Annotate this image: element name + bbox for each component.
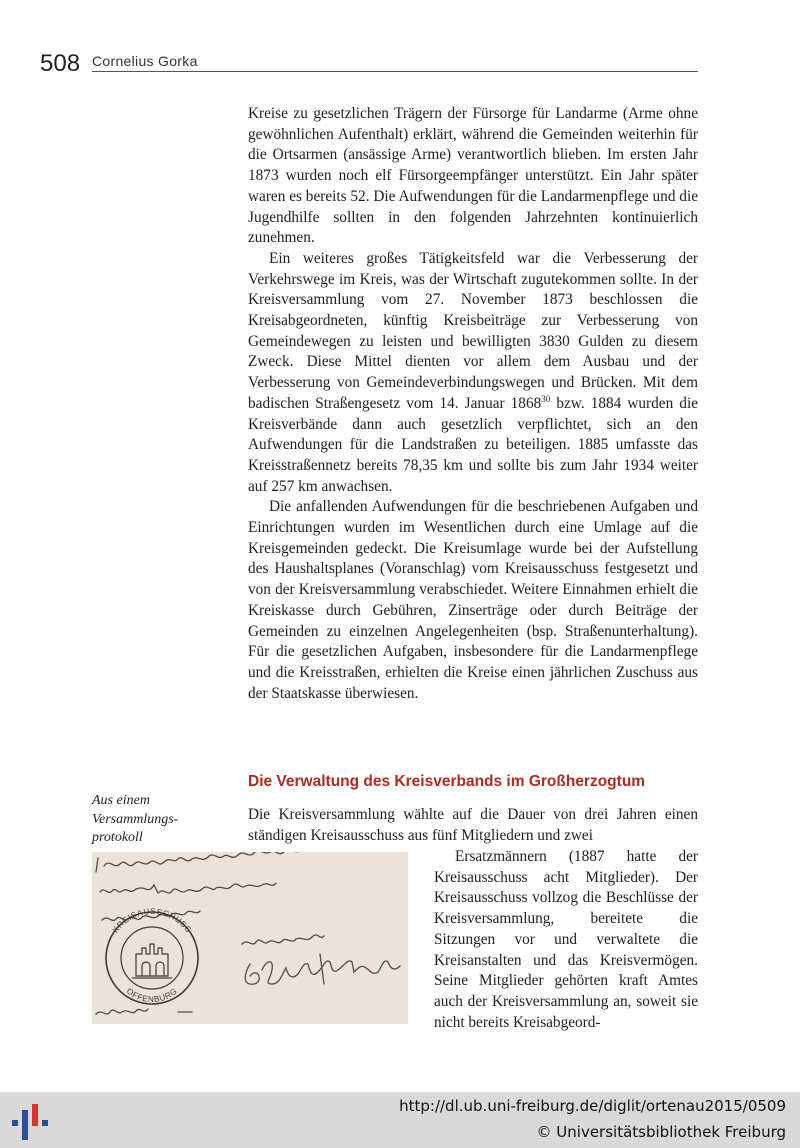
protocol-image [92,852,408,1024]
page-number: 508 [40,50,81,77]
seal-text-top: KREISAUSSCHUSS [110,906,194,935]
paragraph-4-full-width: Die Kreisversammlung wählte auf die Dauer von drei Jahren einen ständigen Kreisausschuss aus fünf Mitgliedern und zwei [248,806,698,844]
section-heading: Die Verwaltung des Kreisverbands im Großherzogtum [248,773,646,790]
paragraph-4-beside-figure: Ersatzmännern (1887 hatte der Kreisausschuss acht Mitglieder). Der Kreisausschuss vollzog die Beschlüsse der Kreisversammlung, bereitete die Sitzungen vor und verwaltete die Kreisanstalten und das Kreisvermögen. Seine Mitglieder gehörten kraft Amtes auch der Kreisversammlung an, soweit sie nicht bereits Kreisabgeord- [434,848,698,1031]
library-logo-icon [8,1100,52,1144]
paragraph-2 [248,249,698,497]
paragraph-3: Die anfallenden Aufwendungen für die beschriebenen Aufgaben und Einrichtungen wurden im Wesentlichen durch eine Umlage auf die Kreisgemeinden gedeckt. Die Kreisumlage wurde bei der Aufstellung des Haushaltsplanes (Voranschlag) vom Kreisausschuss festgesetzt und von der Kreisversammlung verabschiedet. Weitere Einnahmen erhielt die Kreiskasse durch Gebühren, Zinserträge oder durch Beiträge der Gemeinden zu einzelnen Angelegenheiten (bsp. Straßenunterhaltung). Für die gesetzlichen Aufgaben, insbesondere für die Landarmenpflege und die Kreisstraßen, erhielten die Kreise einen jährlichen Zuschuss aus der Staatskasse überwiesen. [248,498,698,702]
footnote-ref-30[interactable]: 30 [541,393,551,404]
paragraph-2-text-a: Ein weiteres großes Tätigkeitsfeld war die Verbesserung der Verkehrswege im Kreis, was der Wirtschaft zugutekommen sollte. In der Kreisversammlung vom 27. November 1873 beschlossen die Kreisabgeordneten, künftig Kreisbeiträge zur Verbesserung von Gemeindewegen zu leisten und bewilligten 3830 Gulden zu diesem Zweck. Diese Mittel dienten vor allem dem Ausbau und der Verbesserung von Gemeindeverbindungswegen und Brücken. Mit dem badischen Straßengesetz vom 14. Januar 1868 [248,249,698,412]
running-title: Cornelius Gorka [92,53,198,69]
header-rule [92,71,698,72]
figure-caption: Aus einem Versammlungs-protokoll [92,793,179,845]
footer-copyright: © Universitätsbibliothek Freiburg [536,1123,786,1141]
paragraph-2-text-b: bzw. 1884 wurden die Kreisverbände dann auch gesetzlich verpflichtet, sich an den Aufwendungen für die Landstraßen zu beteiligen. 1885 umfasste das Kreisstraßennetz bereits 78,35 km und sollte bis zum Jahr 1934 weiter auf 257 km anwachsen. [248,394,698,495]
paragraph-1: Kreise zu gesetzlichen Trägern der Fürsorge für Landarme (Arme ohne gewöhnlichen Aufenthalt) erklärt, während die Gemeinden weiterhin für die Ortsarmen (ansässige Arme) verantwortlich blieben. Im ersten Jahr 1873 wurden noch elf Fürsorgeempfänger unterstützt. Ein Jahr später waren es bereits 52. Die Aufwendungen für die Landarmenpflege und die Jugendhilfe sollten in den folgenden Jahrzehnten kontinuierlich zunehmen. [248,105,698,247]
handwriting-figure [92,852,408,1024]
seal-text-bottom: OFFENBURG [124,986,180,1005]
footer-url-link[interactable]: http://dl.ub.uni-freiburg.de/diglit/ortenau2015/0509 [399,1097,786,1115]
body-column [248,104,698,704]
